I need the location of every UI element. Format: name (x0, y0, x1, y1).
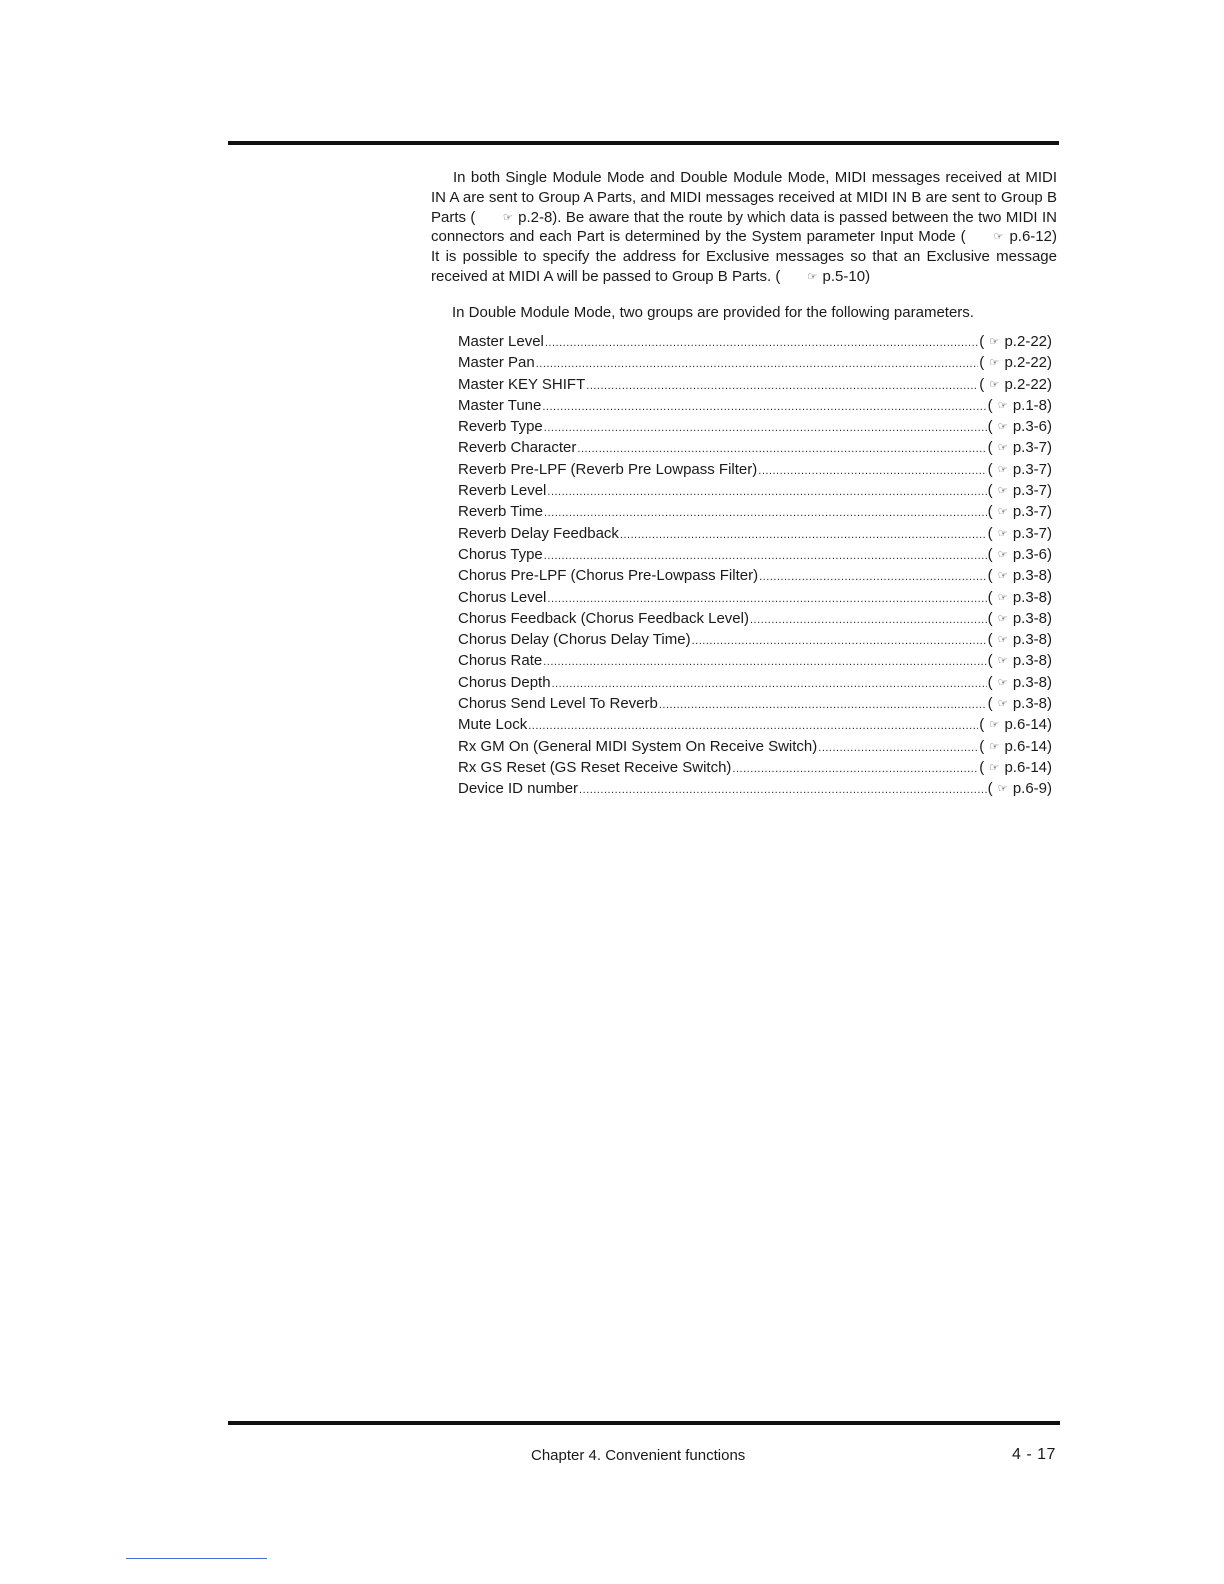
pointing-hand-icon: ☞ (997, 421, 1008, 434)
list-item (458, 501, 1052, 522)
pointing-hand-icon: ☞ (997, 676, 1008, 689)
page-reference (988, 693, 1052, 714)
dot-leader (732, 759, 978, 780)
page-reference (979, 714, 1052, 735)
pointing-hand-icon: ☞ (997, 612, 1008, 625)
pointing-hand-icon: ☞ (997, 698, 1008, 711)
ref-open-paren: ( (987, 652, 997, 670)
list-item (458, 416, 1052, 437)
dot-leader (544, 503, 987, 524)
pointing-hand-icon: ☞ (997, 570, 1008, 583)
dot-leader (528, 716, 978, 737)
ref-open-paren: ( (987, 524, 997, 542)
page-reference (988, 395, 1052, 416)
module-mode-paragraph (431, 168, 1057, 287)
parameter-name: Reverb Time (458, 503, 544, 521)
page-number: p.2-22) (1004, 354, 1052, 372)
parameter-name: Rx GM On (General MIDI System On Receive Switch) (458, 737, 818, 755)
list-item (458, 650, 1052, 671)
ref-open-paren: ( (987, 482, 997, 500)
page-number: p.6-14) (1004, 737, 1052, 755)
dot-leader (692, 631, 987, 652)
ref-open-paren: ( (979, 737, 989, 755)
page-number: p.3-7) (1012, 524, 1052, 542)
dot-leader (620, 525, 987, 546)
pointing-hand-icon: ☞ (989, 719, 1000, 732)
ref-open-paren: ( (979, 716, 989, 734)
pointing-hand-icon: ☞ (502, 211, 513, 224)
ref-open-paren: ( (987, 673, 997, 691)
page-reference (988, 650, 1052, 671)
list-item (458, 672, 1052, 693)
page-reference (988, 778, 1052, 799)
dot-leader (544, 418, 987, 439)
parameter-name: Mute Lock (458, 716, 528, 734)
pointing-hand-icon: ☞ (989, 378, 1000, 391)
dot-leader (544, 546, 987, 567)
ref-open-paren: ( (987, 545, 997, 563)
page-number: p.1-8) (1012, 396, 1052, 414)
page-number: p.3-7) (1012, 482, 1052, 500)
dot-leader (818, 738, 978, 759)
parameter-name: Chorus Pre-LPF (Chorus Pre-Lowpass Filter) (458, 567, 759, 585)
page-reference (988, 480, 1052, 501)
pointing-hand-icon: ☞ (997, 527, 1008, 540)
footer-chapter-title: Chapter 4. Convenient functions (531, 1447, 746, 1464)
page-number: p.2-22) (1004, 333, 1052, 350)
ref-open-paren: ( (987, 588, 997, 606)
parameter-reference-list (458, 331, 1052, 800)
bottom-rule (228, 1421, 1060, 1425)
dot-leader (547, 482, 986, 503)
page-reference (979, 736, 1052, 757)
dot-leader (552, 674, 987, 695)
list-item (458, 374, 1052, 395)
pointing-hand-icon: ☞ (997, 463, 1008, 476)
list-item (458, 757, 1052, 778)
parameter-name: Chorus Delay (Chorus Delay Time) (458, 631, 691, 649)
ref-open-paren: ( (987, 460, 997, 478)
parameter-name: Chorus Feedback (Chorus Feedback Level) (458, 609, 749, 627)
ref-open-paren: ( (987, 418, 997, 436)
parameter-name: Master Pan (458, 354, 535, 372)
ref-open-paren: ( (979, 333, 989, 350)
pointing-hand-icon: ☞ (807, 270, 818, 283)
list-item (458, 395, 1052, 416)
pointing-hand-icon: ☞ (997, 655, 1008, 668)
ref-open-paren: ( (987, 695, 997, 713)
page-reference (988, 587, 1052, 608)
ref-open-paren: ( (979, 354, 989, 372)
parameter-name: Master Level (458, 333, 544, 350)
page-reference (988, 629, 1052, 650)
page-reference (979, 331, 1052, 352)
pointing-hand-icon: ☞ (997, 506, 1008, 519)
dot-leader (758, 461, 986, 482)
list-item (458, 629, 1052, 650)
list-item (458, 331, 1052, 352)
list-item (458, 565, 1052, 586)
page-reference (979, 374, 1052, 395)
pointing-hand-icon: ☞ (997, 548, 1008, 561)
ref-open-paren: ( (987, 780, 997, 798)
page-reference (988, 523, 1052, 544)
parameter-name: Chorus Rate (458, 652, 543, 670)
pointing-hand-icon: ☞ (997, 591, 1008, 604)
list-item (458, 587, 1052, 608)
page-reference (988, 459, 1052, 480)
page-number: p.3-8) (1012, 609, 1052, 627)
dot-leader (579, 780, 987, 801)
dot-leader (577, 439, 986, 460)
footer-page-number: 4 - 17 (1012, 1446, 1056, 1463)
page-number: p.3-7) (1012, 460, 1052, 478)
pointing-hand-icon: ☞ (989, 336, 1000, 348)
dot-leader (543, 652, 986, 673)
page-reference (988, 544, 1052, 565)
list-item (458, 544, 1052, 565)
page-reference (988, 608, 1052, 629)
pointing-hand-icon: ☞ (997, 399, 1008, 412)
ref-open-paren: ( (987, 567, 997, 585)
parameter-name: Master Tune (458, 396, 542, 414)
ref-open-paren: ( (987, 631, 997, 649)
para-text-2: p.2-8). Be aware that the route by which data is passed between the two MIDI IN connectors and each Part is determined by the System parameter Input Mode ( (431, 208, 1058, 246)
page-number: p.3-7) (1012, 503, 1052, 521)
page-edge-line (126, 1558, 267, 1559)
ref-open-paren: ( (987, 503, 997, 521)
page-reference (988, 672, 1052, 693)
ref-open-paren: ( (979, 758, 989, 776)
pointing-hand-icon: ☞ (993, 231, 1004, 244)
pointing-hand-icon: ☞ (997, 783, 1008, 796)
page-number: p.6-14) (1004, 716, 1052, 734)
parameter-name: Reverb Type (458, 418, 543, 436)
dot-leader (759, 567, 987, 588)
dot-leader (547, 589, 986, 610)
ref-open-paren: ( (987, 609, 997, 627)
parameter-name: Chorus Level (458, 588, 547, 606)
page-number: p.3-8) (1012, 673, 1052, 691)
page-number: p.3-6) (1012, 418, 1052, 436)
dot-leader (586, 376, 978, 397)
page-number: p.2-22) (1004, 375, 1052, 393)
ref-open-paren: ( (979, 375, 989, 393)
dot-leader (750, 610, 987, 631)
page-number: p.6-14) (1004, 758, 1052, 776)
page-reference (979, 757, 1052, 778)
page-number: p.3-7) (1012, 439, 1052, 457)
body-paragraph-block (431, 168, 1057, 287)
list-item (458, 693, 1052, 714)
pointing-hand-icon: ☞ (997, 485, 1008, 498)
parameter-name: Reverb Pre-LPF (Reverb Pre Lowpass Filter) (458, 460, 758, 478)
pointing-hand-icon: ☞ (997, 634, 1008, 647)
parameter-name: Rx GS Reset (GS Reset Receive Switch) (458, 758, 732, 776)
list-item (458, 714, 1052, 735)
page-number: p.3-8) (1012, 695, 1052, 713)
parameter-name: Reverb Level (458, 482, 547, 500)
para-text-1: In both Single Module Mode and Double Module Mode, MIDI messages received at MIDI IN A are sent to Group A Parts, and MIDI messages received at MIDI IN B are sent to Group B Parts ( (431, 169, 1057, 226)
page-number: p.3-6) (1012, 545, 1052, 563)
parameter-name: Chorus Depth (458, 673, 551, 691)
dot-leader (536, 354, 979, 375)
page-number: p.3-8) (1012, 588, 1052, 606)
pointing-hand-icon: ☞ (989, 357, 1000, 370)
parameter-name: Master KEY SHIFT (458, 375, 586, 393)
dot-leader (545, 333, 978, 354)
page-reference (988, 437, 1052, 458)
page-number: p.3-8) (1012, 631, 1052, 649)
page-reference (979, 352, 1052, 373)
list-item (458, 608, 1052, 629)
parameter-name: Reverb Delay Feedback (458, 524, 619, 542)
list-item (458, 523, 1052, 544)
page-number: p.6-9) (1012, 780, 1052, 798)
list-item (458, 778, 1052, 799)
parameter-name: Chorus Type (458, 545, 543, 563)
dot-leader (542, 397, 986, 418)
parameter-name: Chorus Send Level To Reverb (458, 695, 658, 713)
para-text-4: p.5-10) (818, 267, 871, 285)
page-reference (988, 565, 1052, 586)
ref-open-paren: ( (987, 439, 997, 457)
parameter-list-intro: In Double Module Mode, two groups are provided for the following parameters. (452, 304, 974, 321)
top-rule (228, 141, 1059, 145)
ref-open-paren: ( (987, 396, 997, 414)
list-item (458, 480, 1052, 501)
pointing-hand-icon: ☞ (997, 442, 1008, 455)
pointing-hand-icon: ☞ (989, 761, 1000, 774)
list-item (458, 736, 1052, 757)
page-reference (988, 416, 1052, 437)
list-item (458, 352, 1052, 373)
page-number: p.3-8) (1012, 567, 1052, 585)
parameter-name: Device ID number (458, 780, 579, 798)
parameter-name: Reverb Character (458, 439, 577, 457)
list-item (458, 437, 1052, 458)
page-reference (988, 501, 1052, 522)
dot-leader (659, 695, 987, 716)
page-number: p.3-8) (1012, 652, 1052, 670)
pointing-hand-icon: ☞ (989, 740, 1000, 753)
para-text-3: p.6-12) It is possible to specify the address for Exclusive messages so that an Exclusive message received at MIDI A will be passed to Group B Parts. ( (431, 228, 1057, 285)
list-item (458, 459, 1052, 480)
